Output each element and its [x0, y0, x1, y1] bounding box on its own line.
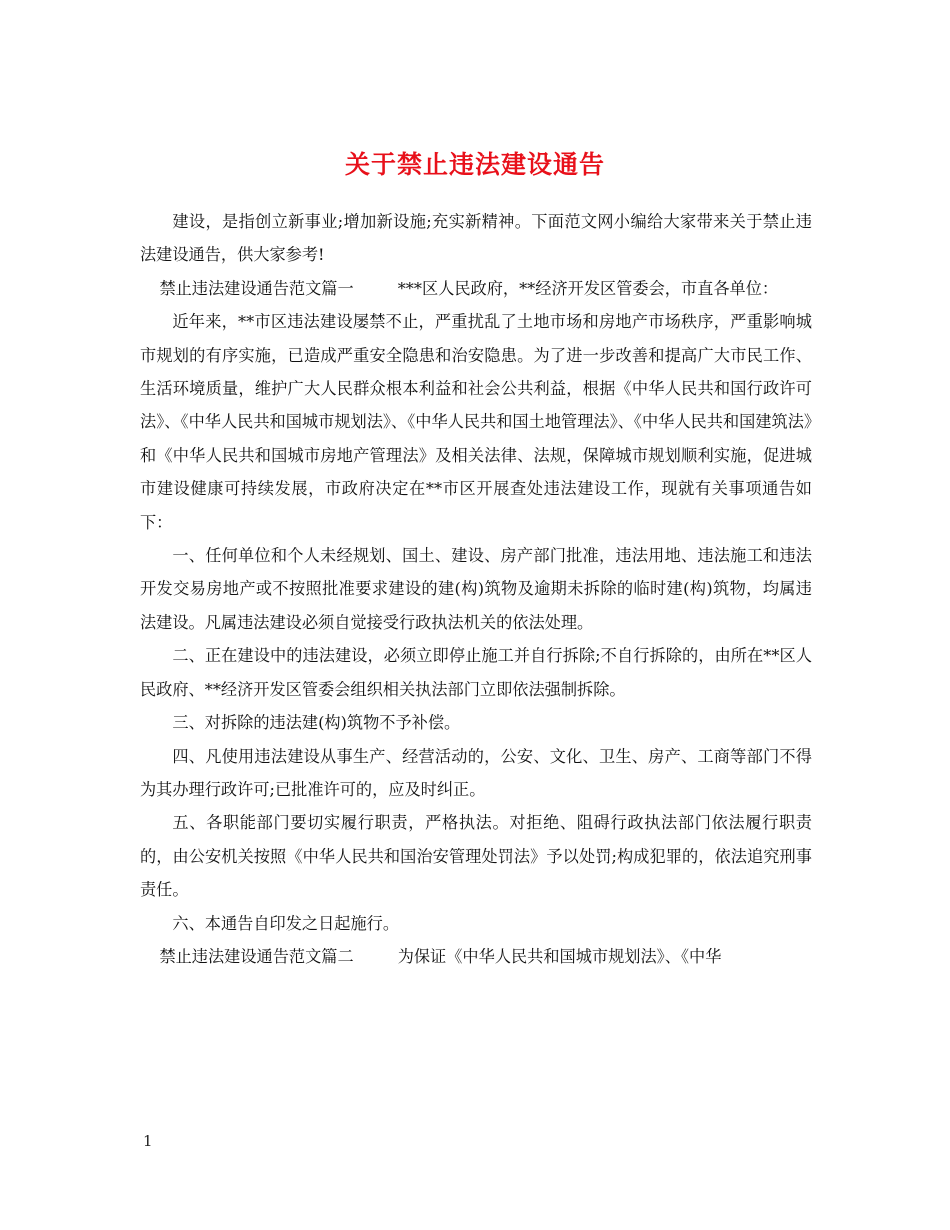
notice-item-5: 五、各职能部门要切实履行职责，严格执法。对拒绝、阻碍行政执法部门依法履行职责的，由公安机关按照《中华人民共和国治安管理处罚法》予以处罚;构成犯罪的，依法追究刑事责任。 — [140, 813, 812, 900]
page-number: 1 — [143, 1132, 153, 1150]
notice-item-2: 二、正在建设中的违法建设，必须立即停止施工并自行拆除;不自行拆除的，由所在**区人民政府、**经济开发区管委会组织相关执法部门立即依法强制拆除。 — [140, 646, 812, 699]
notice-item-6: 六、本通告自印发之日起施行。 — [172, 913, 400, 933]
notice-item-3: 三、对拆除的违法建(构)筑物不予补偿。 — [172, 713, 461, 733]
notice-item-1: 一、任何单位和个人未经规划、国土、建设、房产部门批准，违法用地、违法施工和违法开发交易房地产或不按照批准要求建设的建(构)筑物及逾期未拆除的临时建(构)筑物，均属违法建设。凡属违法建设必须自觉接受行政执法机关的依法处理。 — [140, 546, 812, 632]
sample-one-opening: ***区人民政府，**经济开发区管委会，市直各单位： — [397, 278, 779, 298]
document-body — [140, 205, 812, 973]
intro-paragraph: 建设，是指创立新事业;增加新设施;充实新精神。下面范文网小编给大家带来关于禁止违法建设通告，供大家参考! — [140, 212, 812, 265]
sample-two-paragraph — [140, 940, 812, 973]
background-paragraph: 近年来，**市区违法建设屡禁不止，严重扰乱了土地市场和房地产市场秩序，严重影响城市规划的有序实施，已造成严重安全隐患和治安隐患。为了进一步改善和提高广大市民工作、生活环境质量，维护广大人民群众根本利益和社会公共利益，根据《中华人民共和国行政许可法》、《中华人民共和国城市规划法》、《中华人民共和国土地管理法》、《中华人民共和国建筑法》和《中华人民共和国城市房地产管理法》及相关法律、法规，保障城市规划顺利实施，促进城市建设健康可持续发展，市政府决定在**市区开展查处违法建设工作，现就有关事项通告如下： — [140, 312, 812, 532]
document-title: 关于禁止违法建设通告 — [344, 149, 605, 179]
sample-two-opening: 为保证《中华人民共和国城市规划法》、《中华 — [397, 946, 722, 966]
sample-two-heading: 禁止违法建设通告范文篇二 — [159, 946, 354, 966]
notice-item-4: 四、凡使用违法建设从事生产、经营活动的，公安、文化、卫生、房产、工商等部门不得为其办理行政许可;已批准许可的，应及时纠正。 — [140, 746, 812, 799]
sample-one-paragraph — [140, 272, 812, 305]
sample-one-heading: 禁止违法建设通告范文篇一 — [159, 278, 354, 298]
